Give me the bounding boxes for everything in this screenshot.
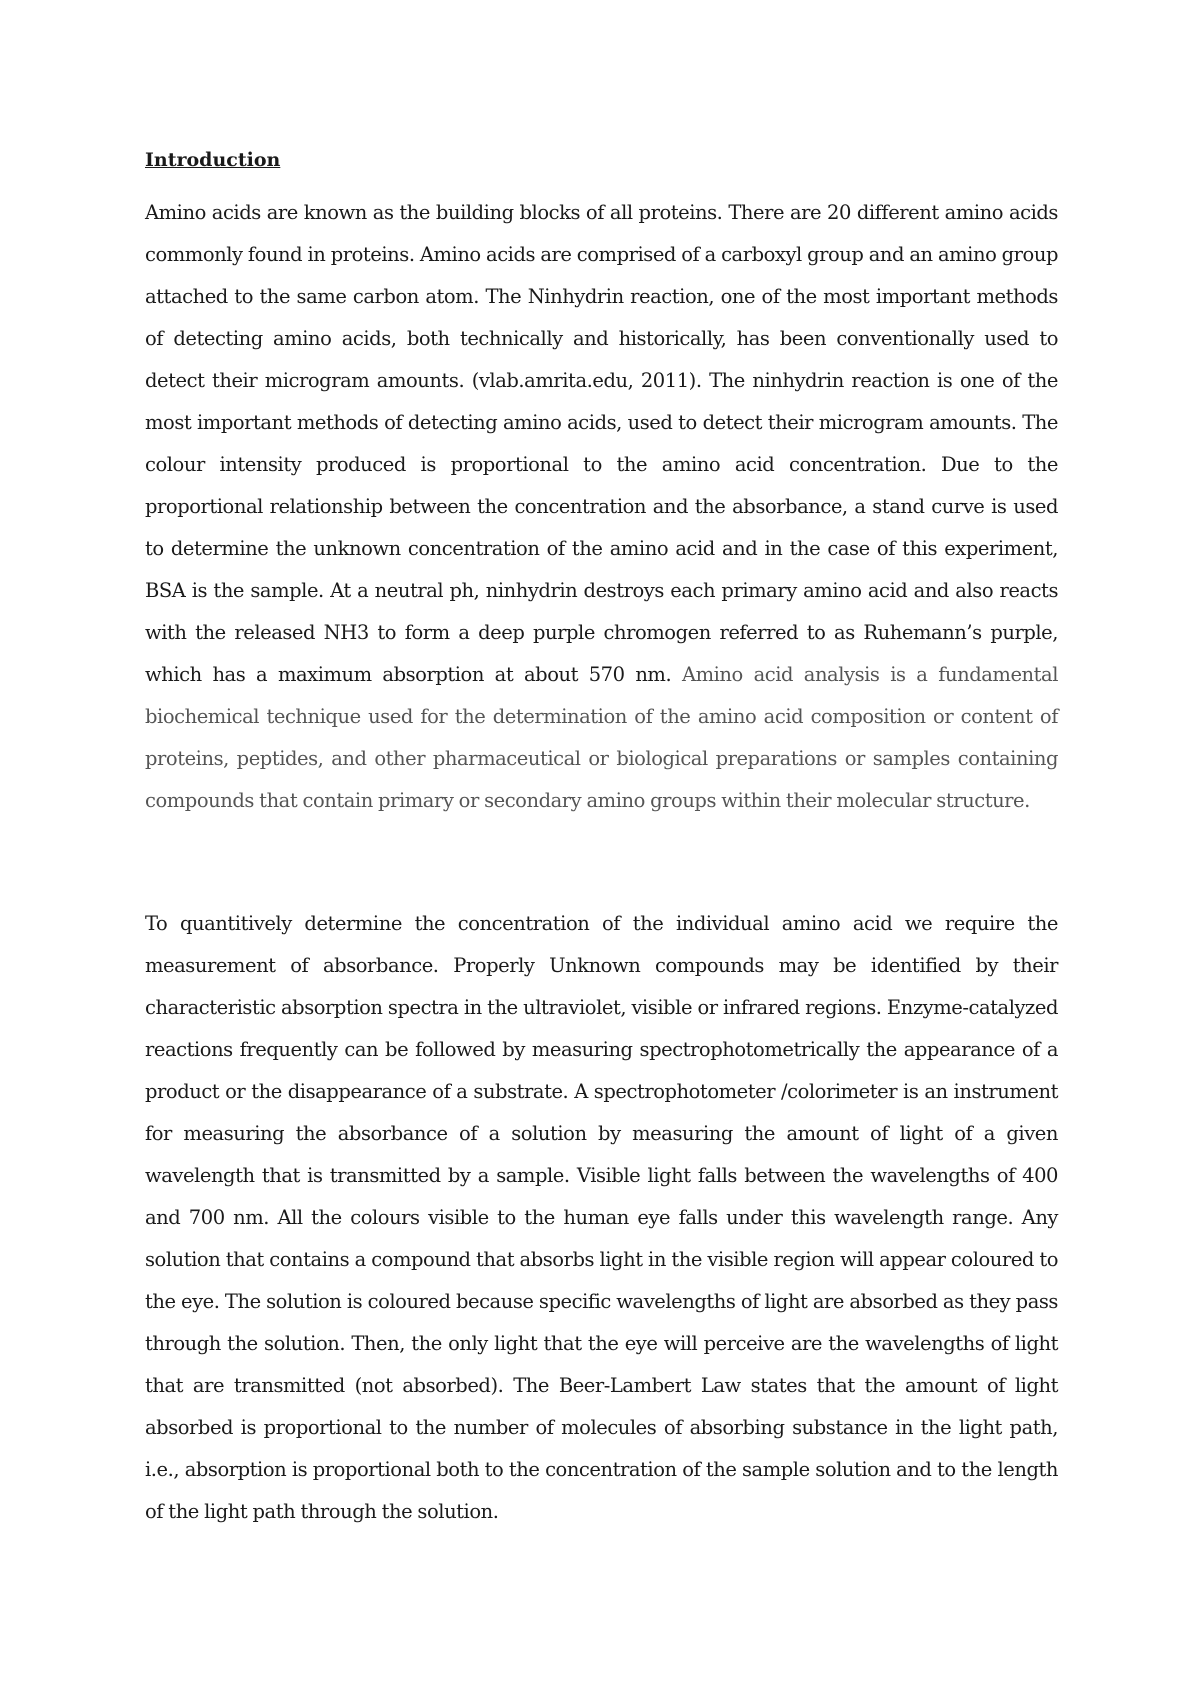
section-heading: Introduction [145,149,281,171]
absorbance-paragraph: To quantitively determine the concentration of the individual amino acid we require the measurement of absorbance. Properly Unknown compounds may be identified by their characteristic absorption spectra in the ultraviolet, visible or infrared regions. Enzyme-catalyzed reactions frequently can be followed by measuring spectrophotometrically the appearance of a product or the disappearance of a substrate. A spectrophotometer /colorimeter is an instrument for measuring the absorbance of a solution by measuring the amount of light of a given wavelength that is transmitted by a sample. Visible light falls between the wavelengths of 400 and 700 nm. All the colours visible to the human eye falls under this wavelength range. Any solution that contains a compound that absorbs light in the visible region will appear coloured to the eye. The solution is coloured because specific wavelengths of light are absorbed as they pass through the solution. Then, the only light that the eye will perceive are the wavelengths of light that are transmitted (not absorbed). The Beer-Lambert Law states that the amount of light absorbed is proportional to the number of molecules of absorbing substance in the light path, i.e., absorption is proportional both to the concentration of the sample solution and to the length of the light path through the solution. [145,912,1058,1523]
intro-paragraph-text: Amino acids are known as the building blocks of all proteins. There are 20 different amino acids commonly found in proteins. Amino acids are comprised of a carboxyl group and an amino group attached to the same carbon atom. The Ninhydrin reaction, one of the most important methods of detecting amino acids, both technically and historically, has been conventionally used to detect their microgram amounts. (vlab.amrita.edu, 2011). The ninhydrin reaction is one of the most important methods of detecting amino acids, used to detect their microgram amounts. The colour intensity produced is proportional to the amino acid concentration. Due to the proportional relationship between the concentration and the absorbance, a stand curve is used to determine the unknown concentration of the amino acid and in the case of this experiment, BSA is the sample. At a neutral ph, ninhydrin destroys each primary amino acid and also reacts with the released NH3 to form a deep purple chromogen referred to as Ruhemann’s purple, which has a maximum absorption at about 570 nm. [145,201,1058,686]
document-page [145,140,1058,1533]
intro-paragraph [145,192,1058,822]
paragraph-gap [145,822,1058,903]
intro-paragraph-grey-text: Amino acid analysis is a fundamental biochemical technique used for the determination of the amino acid composition or content of proteins, peptides, and other pharmaceutical or biological preparations or samples containing compounds that contain primary or secondary amino groups within their molecular structure. [145,663,1058,812]
